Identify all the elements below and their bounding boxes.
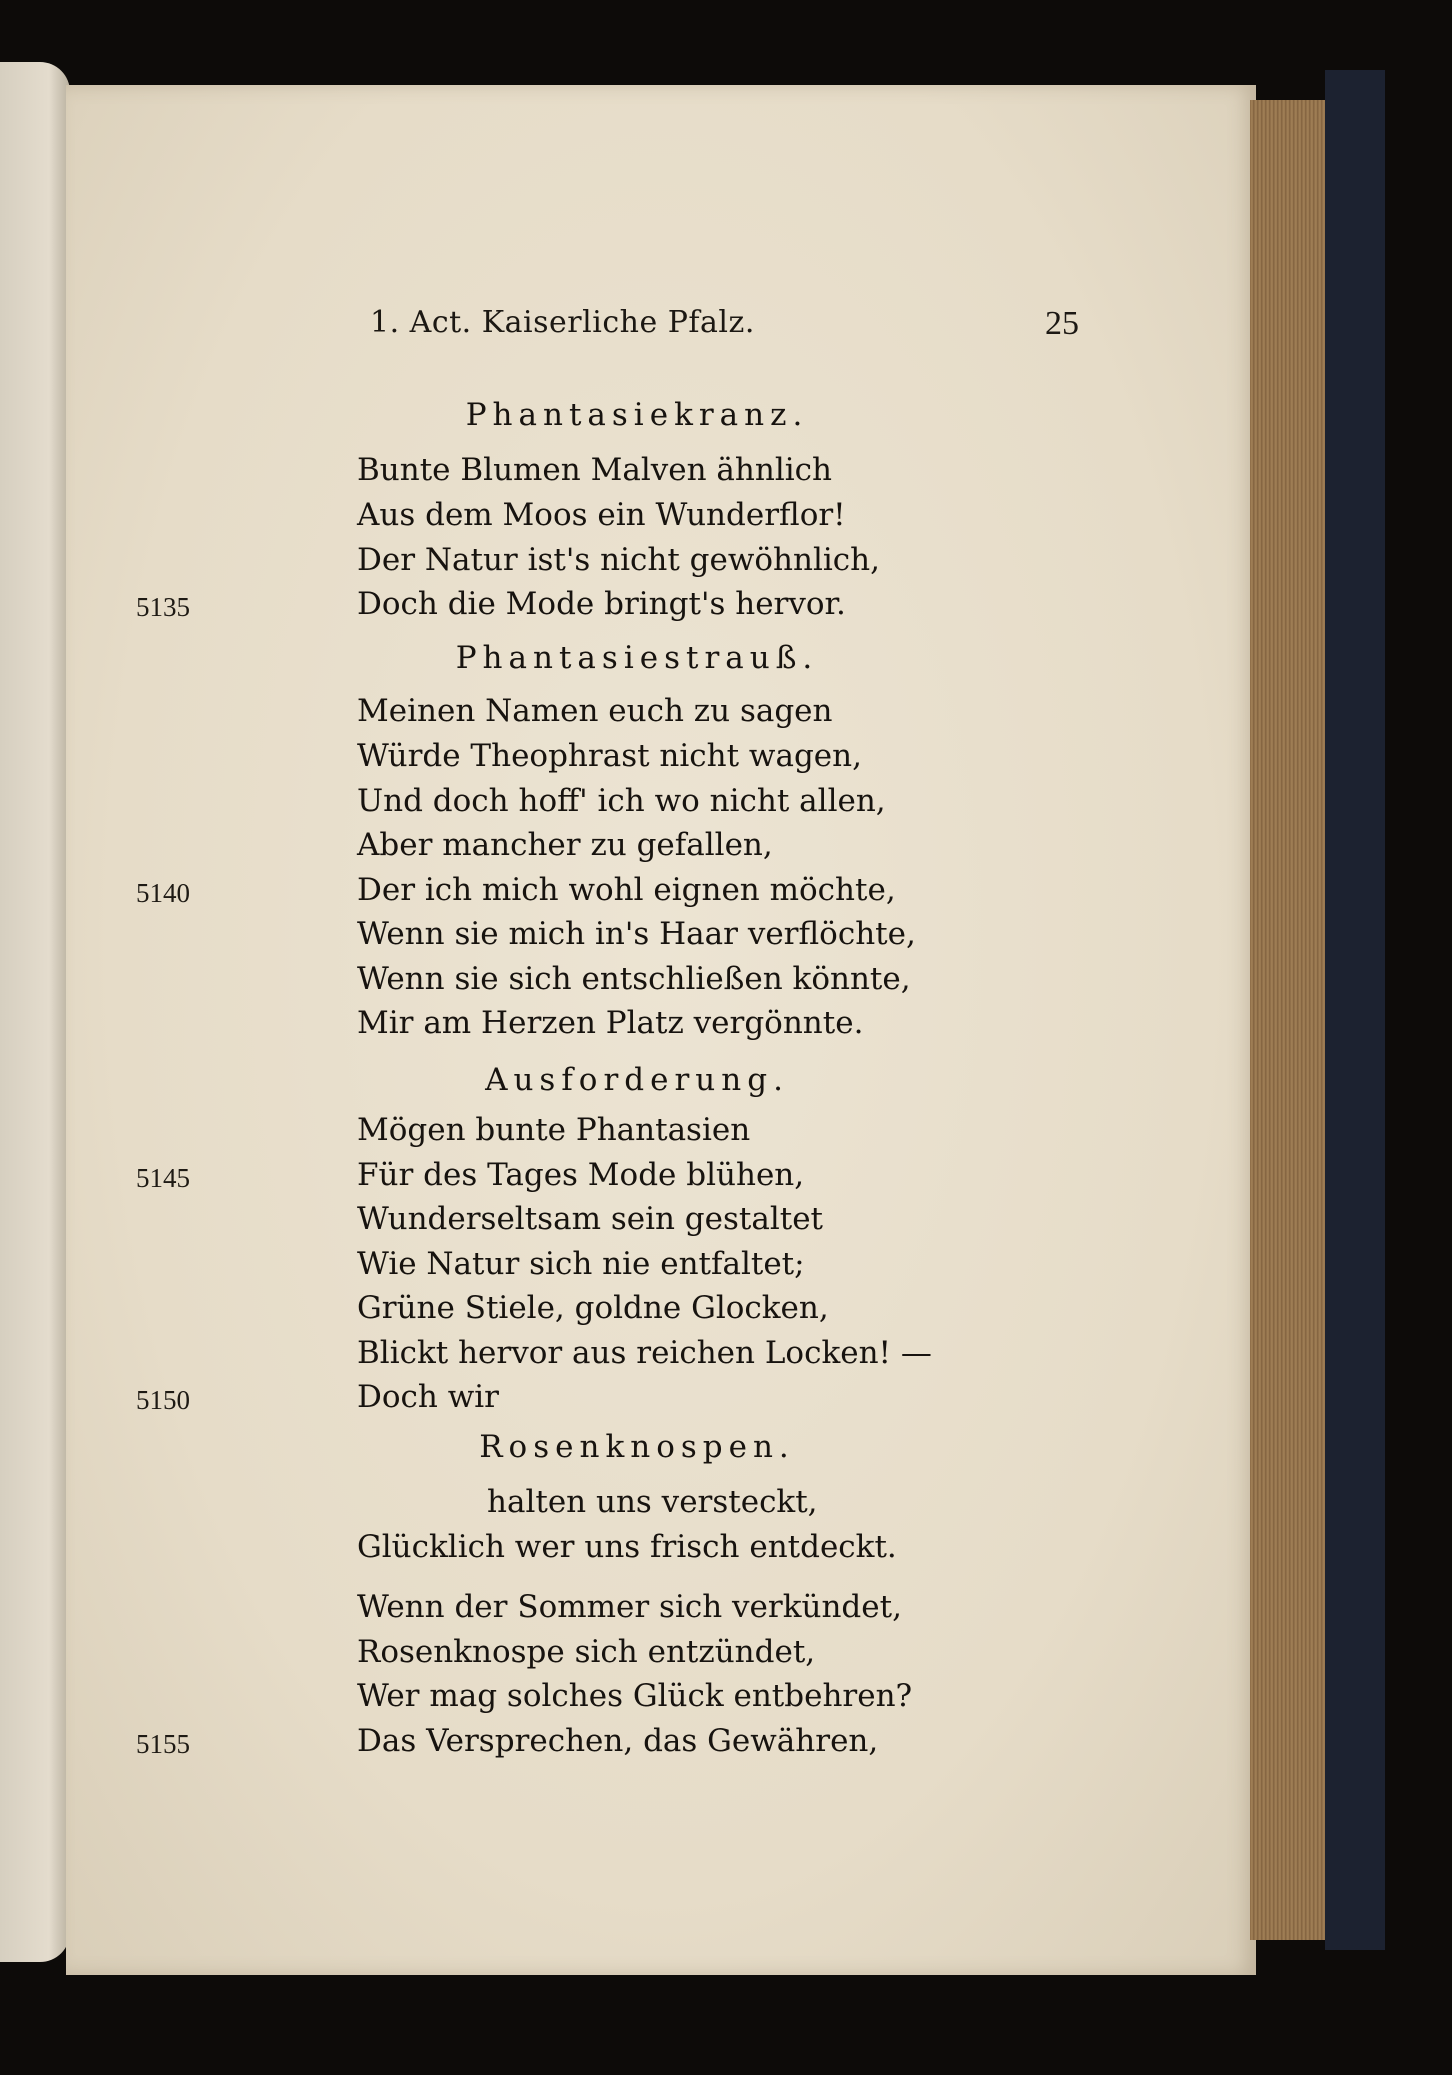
speaker-heading: Phantasiestrauß. (455, 640, 819, 676)
line-number: 5155 (136, 1729, 190, 1759)
speaker-heading: Phantasiekranz. (465, 397, 809, 433)
verse-line: Rosenknospe sich entzündet, (357, 1634, 816, 1670)
line-number: 5140 (136, 878, 190, 908)
verse-line: Aus dem Moos ein Wunderflor! (357, 497, 846, 533)
verse-line: Wenn der Sommer sich verkündet, (357, 1589, 902, 1625)
verse-line: Doch die Mode bringt's hervor. (357, 586, 846, 622)
verse-line: Aber mancher zu gefallen, (357, 827, 773, 863)
verse-line: Wer mag solches Glück entbehren? (357, 1678, 913, 1714)
verse-line: Meinen Namen euch zu sagen (357, 693, 833, 729)
verse-line: Wenn sie sich entschließen könnte, (357, 961, 911, 997)
verse-line: Der ich mich wohl eignen möchte, (357, 872, 896, 908)
speaker-heading: Rosenknospen. (479, 1429, 795, 1465)
page-header (0, 305, 1452, 355)
verse-line: Das Versprechen, das Gewähren, (357, 1723, 879, 1759)
verse-line: Für des Tages Mode blühen, (357, 1157, 805, 1193)
verse-line: Wenn sie mich in's Haar verflöchte, (357, 916, 916, 952)
verse-line: Und doch hoff' ich wo nicht allen, (357, 783, 886, 819)
verse-line: Der Natur ist's nicht gewöhnlich, (357, 542, 880, 578)
line-number: 5135 (136, 592, 190, 622)
verse-line: halten uns versteckt, (487, 1484, 818, 1520)
page-number: 25 (1045, 305, 1079, 342)
page-stack-edge (1250, 100, 1333, 1940)
verse-line: Bunte Blumen Malven ähnlich (357, 452, 832, 488)
verse-line: Mir am Herzen Platz vergönnte. (357, 1005, 864, 1041)
verse-line: Wunderseltsam sein gestaltet (357, 1201, 824, 1237)
line-number: 5150 (136, 1385, 190, 1415)
verse-line: Würde Theophrast nicht wagen, (357, 738, 862, 774)
speaker-heading: Ausforderung. (485, 1062, 789, 1098)
running-head: 1. Act. Kaiserliche Pfalz. (370, 305, 755, 340)
verse-line: Wie Natur sich nie entfaltet; (357, 1246, 805, 1282)
verse-line: Blickt hervor aus reichen Locken! — (357, 1335, 932, 1371)
verse-line: Mögen bunte Phantasien (357, 1112, 751, 1148)
verse-line: Doch wir (357, 1379, 499, 1415)
line-number: 5145 (136, 1163, 190, 1193)
verse-line: Glücklich wer uns frisch entdeckt. (357, 1529, 897, 1565)
verse-line: Grüne Stiele, goldne Glocken, (357, 1290, 829, 1326)
